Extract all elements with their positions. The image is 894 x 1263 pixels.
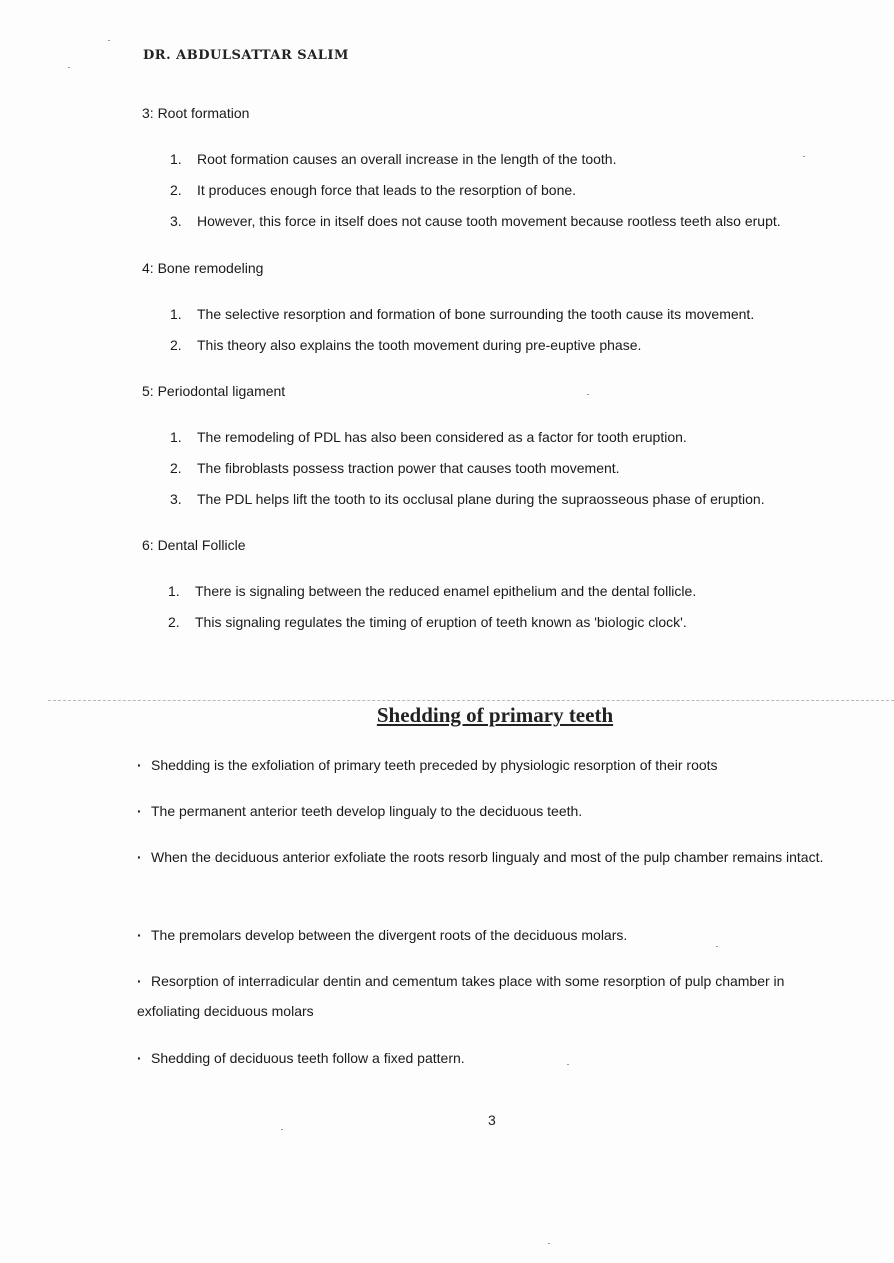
bullet-text: The premolars develop between the divergent roots of the deciduous molars. xyxy=(151,927,628,943)
bullet-dot: · xyxy=(137,927,142,943)
bullet-dot: · xyxy=(137,849,142,865)
list-number: 2. xyxy=(170,337,182,353)
list-number: 2. xyxy=(170,460,182,476)
list-text: The PDL helps lift the tooth to its occlusal plane during the supraosseous phase of eruption. xyxy=(197,491,765,507)
list-text: The remodeling of PDL has also been considered as a factor for tooth eruption. xyxy=(197,429,687,445)
bullet-dot: · xyxy=(137,1050,142,1066)
scan-speck xyxy=(587,394,589,395)
list-text: This theory also explains the tooth movement during pre-euptive phase. xyxy=(197,337,642,353)
scan-speck xyxy=(716,946,718,947)
bullet-dot: · xyxy=(137,757,142,773)
list-number: 2. xyxy=(170,182,182,198)
list-number: 3. xyxy=(170,213,182,229)
list-text: However, this force in itself does not cause tooth movement because rootless teeth also erupt. xyxy=(197,213,781,229)
list-text: The selective resorption and formation of bone surrounding the tooth cause its movement. xyxy=(197,306,755,322)
list-number: 2. xyxy=(168,614,180,630)
bullet-item xyxy=(137,796,849,826)
bullet-text: When the deciduous anterior exfoliate the roots resorb lingualy and most of the pulp chamber remains intact. xyxy=(151,849,824,865)
list-item xyxy=(170,306,754,322)
scan-speck xyxy=(548,1243,550,1244)
scan-speck xyxy=(803,156,805,157)
list-number: 1. xyxy=(168,583,180,599)
section-divider xyxy=(48,700,894,701)
bullet-text: Shedding of deciduous teeth follow a fixed pattern. xyxy=(151,1050,465,1066)
scan-speck xyxy=(108,40,110,41)
bullet-item xyxy=(137,750,849,780)
list-item xyxy=(170,460,620,476)
list-item xyxy=(170,151,616,167)
list-number: 1. xyxy=(170,151,182,167)
section-heading-periodontal-ligament: 5: Periodontal ligament xyxy=(142,383,286,399)
list-number: 1. xyxy=(170,429,182,445)
page-number: 3 xyxy=(488,1112,496,1128)
author-header: DR. ABDULSATTAR SALIM xyxy=(143,48,349,63)
shedding-title: Shedding of primary teeth xyxy=(376,703,614,727)
bullet-item xyxy=(137,1043,849,1073)
list-item xyxy=(170,491,765,507)
bullet-item xyxy=(137,966,849,1026)
list-item xyxy=(168,583,696,599)
list-item xyxy=(170,213,781,229)
list-item xyxy=(168,614,687,630)
list-number: 3. xyxy=(170,491,182,507)
bullet-text: The permanent anterior teeth develop lingualy to the deciduous teeth. xyxy=(151,803,583,819)
bullet-item xyxy=(137,842,849,872)
section-heading-bone-remodeling: 4: Bone remodeling xyxy=(142,260,264,276)
list-text: It produces enough force that leads to the resorption of bone. xyxy=(197,182,577,198)
list-text: The fibroblasts possess traction power that causes tooth movement. xyxy=(197,460,620,476)
list-item xyxy=(170,337,641,353)
bullet-text: Resorption of interradicular dentin and cementum takes place with some resorption of pulp chamber in exfoliating deciduous molars xyxy=(137,973,785,1019)
bullet-text: Shedding is the exfoliation of primary teeth preceded by physiologic resorption of their roots xyxy=(151,757,718,773)
bullet-dot: · xyxy=(137,973,142,989)
list-item xyxy=(170,182,576,198)
scan-speck xyxy=(68,67,70,68)
list-text: There is signaling between the reduced enamel epithelium and the dental follicle. xyxy=(195,583,697,599)
section-heading-dental-follicle: 6: Dental Follicle xyxy=(142,537,246,553)
scan-speck xyxy=(281,1129,283,1130)
bullet-dot: · xyxy=(137,803,142,819)
list-text: This signaling regulates the timing of eruption of teeth known as 'biologic clock'. xyxy=(195,614,687,630)
list-item xyxy=(170,429,687,445)
bullet-item xyxy=(137,920,849,950)
list-number: 1. xyxy=(170,306,182,322)
list-text: Root formation causes an overall increase in the length of the tooth. xyxy=(197,151,617,167)
section-heading-root-formation: 3: Root formation xyxy=(142,105,250,121)
scan-speck xyxy=(567,1064,569,1065)
